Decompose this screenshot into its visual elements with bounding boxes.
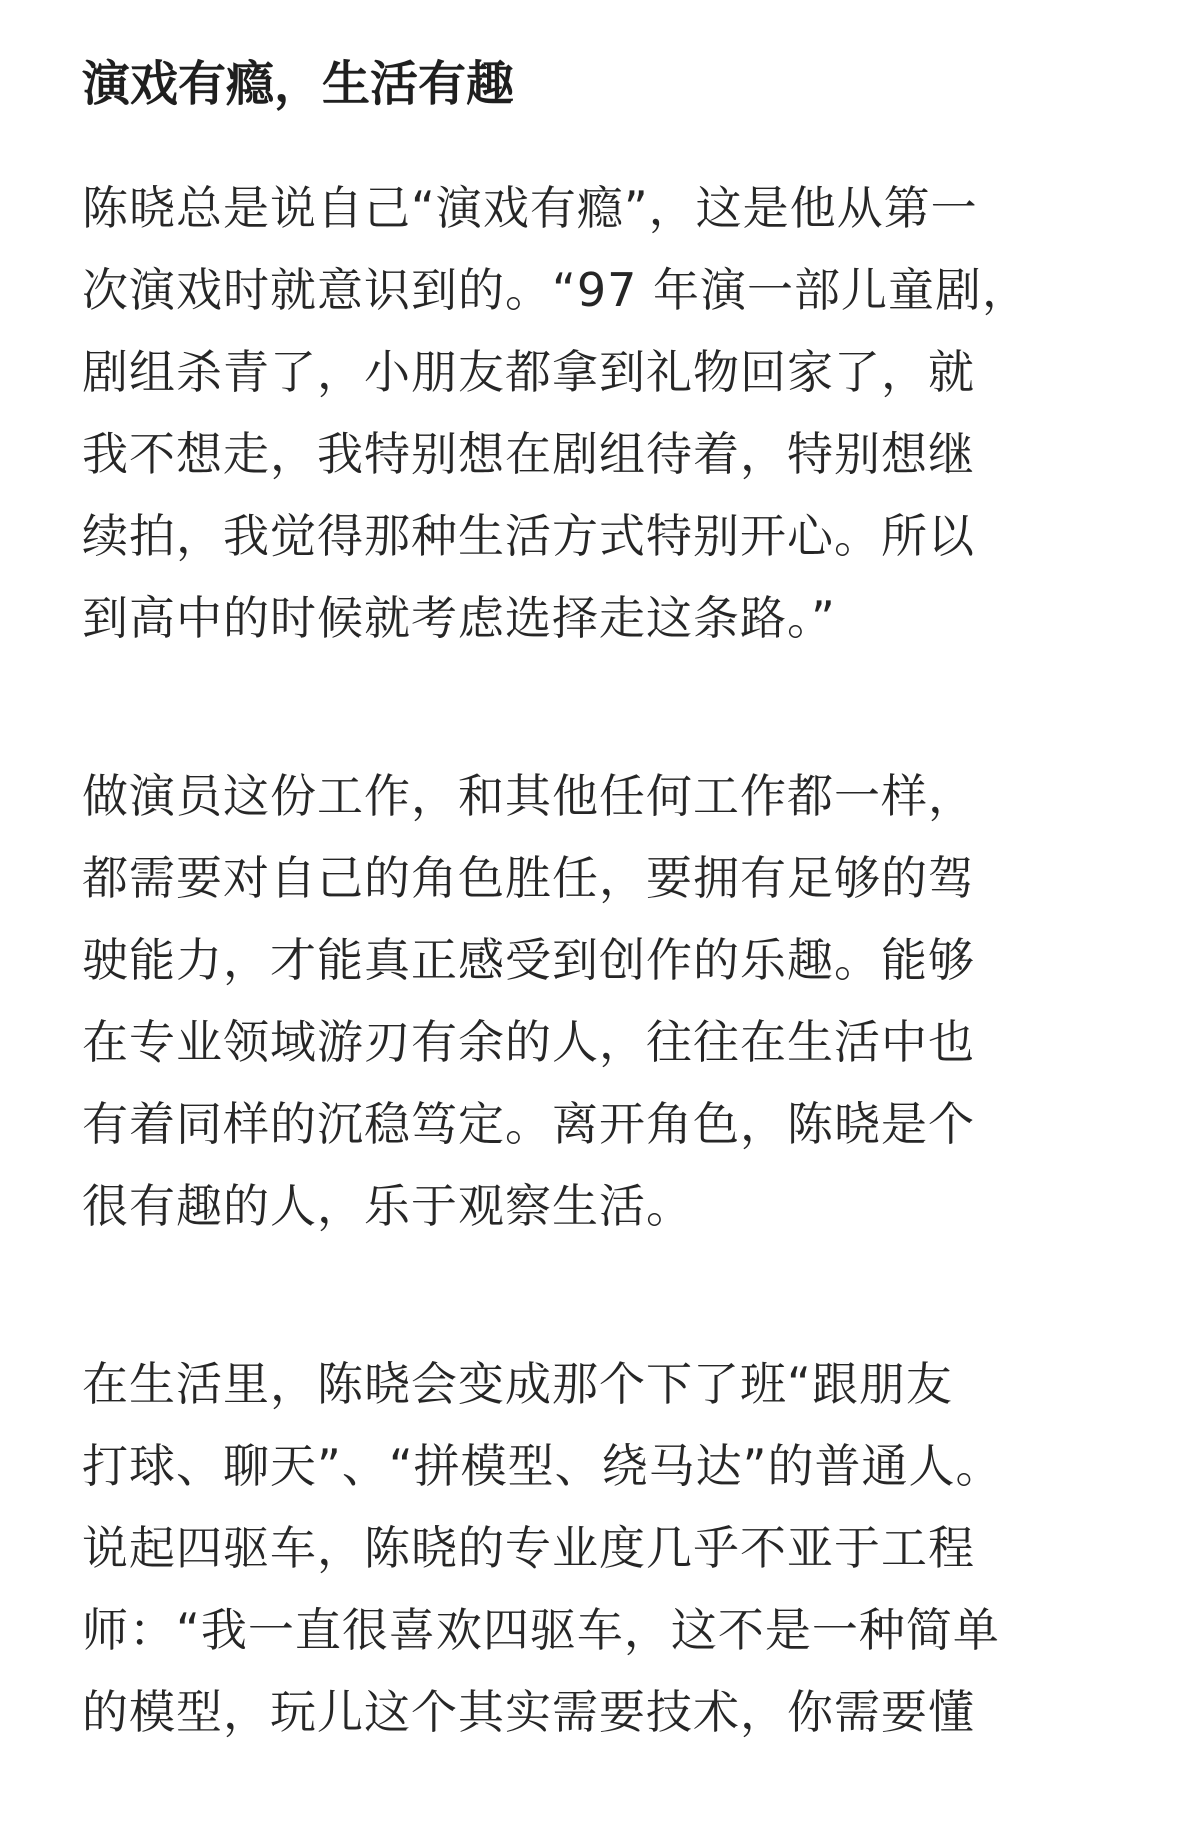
paragraph-1-line-3: 剧组杀青了，小朋友都拿到礼物回家了，就: [82, 345, 975, 399]
paragraph-1-line-6: 到高中的时候就考虑选择走这条路。”: [82, 591, 836, 645]
paragraph-3-line-1: 在生活里，陈晓会变成那个下了班“跟朋友: [82, 1357, 953, 1411]
paragraph-3-line-5: 的模型，玩儿这个其实需要技术，你需要懂: [82, 1685, 975, 1739]
paragraph-1-line-5: 续拍，我觉得那种生活方式特别开心。所以: [82, 509, 975, 563]
paragraph-2-line-1: 做演员这份工作，和其他任何工作都一样，: [82, 769, 975, 823]
paragraph-2-line-6: 很有趣的人，乐于观察生活。: [82, 1179, 693, 1233]
paragraph-3-line-3: 说起四驱车，陈晓的专业度几乎不亚于工程: [82, 1521, 975, 1575]
paragraph-2-line-4: 在专业领域游刃有余的人，往往在生活中也: [82, 1015, 975, 1069]
paragraph-3-line-2: 打球、聊天”、“拼模型、绕马达”的普通人。: [82, 1439, 1003, 1493]
paragraph-1-line-4: 我不想走，我特别想在剧组待着，特别想继: [82, 427, 975, 481]
paragraph-1-line-2: 次演戏时就意识到的。“97 年演一部儿童剧，: [82, 263, 1029, 317]
paragraph-3-line-4: 师：“我一直很喜欢四驱车，这不是一种简单: [82, 1603, 1000, 1657]
paragraph-2-line-2: 都需要对自己的角色胜任，要拥有足够的驾: [82, 851, 975, 905]
paragraph-2-line-3: 驶能力，才能真正感受到创作的乐趣。能够: [82, 933, 975, 987]
paragraph-2-line-5: 有着同样的沉稳笃定。离开角色，陈晓是个: [82, 1097, 975, 1151]
article-title: 演戏有瘾，生活有趣: [82, 56, 515, 112]
paragraph-1-line-1: 陈晓总是说自己“演戏有瘾”，这是他从第一: [82, 181, 978, 235]
